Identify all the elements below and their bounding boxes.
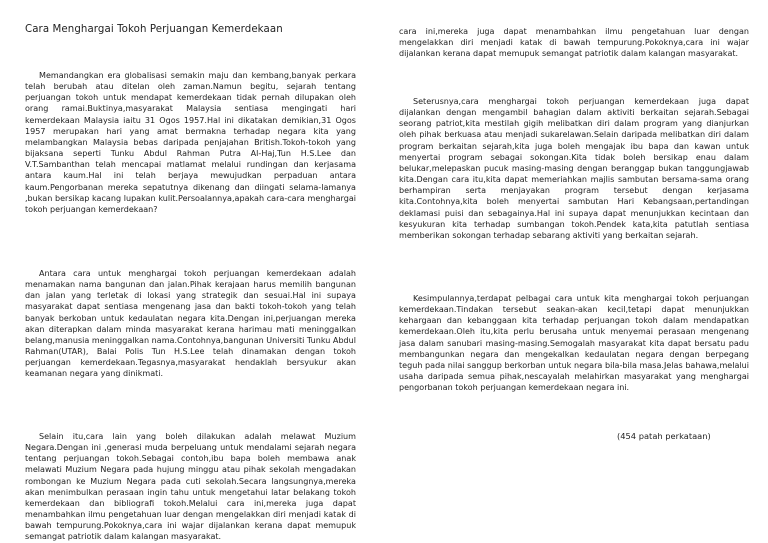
paragraph-building-names: Antara cara untuk menghargai tokoh perjuangan kemerdekaan adalah menamakan nama bangunan dan jalan.Pihak kerajaan harus memilih bangunan dan jalan yang terletak di lokasi yang strategik dan sesuai.Hal ini supaya masyarakat dapat sentiasa mengenang jasa dan bakti tokoh-tokoh yang telah banyak berkoban untuk kedaulatan negara kita.Dengan ini,perjuangan mereka akan diterapkan dalam minda masyarakat kerana harimau mati meninggalkan belang,manusia meninggalkan nama.Contohnya,bangunan Universiti Tunku Abdul Rahman(UTAR), Balai Polis Tun H.S.Lee telah dinamakan dengan tokoh perjuangan kemerdekaan.Tegasnya,masyarakat hendaklah bersyukur akan keamanan negara yang dinikmati.: [25, 269, 356, 379]
essay-title: Cara Menghargai Tokoh Perjuangan Kemerdekaan: [25, 24, 283, 35]
paragraph-museum-visit-continued: [399, 26, 749, 59]
paragraph-introduction: Memandangkan era globalisasi semakin maju dan kembang,banyak perkara telah berubah atau ditelan oleh zaman.Namun begitu, sejarah tentang perjuangan tokoh untuk mendapat kemerdekaan tidak pernah dilupakan oleh orang ramai.Buktinya,masyarakat Malaysia sentiasa mengingati hari kemerdekaan Malaysia iaitu 31 Ogos 1957.Hal ini dikatakan demikian,31 Ogos 1957 merupakan hari yang amat bermakna terhadap negara kita yang melambangkan Malaysia bebas daripada penjajahan British.Tokoh-tokoh yang bijaksana seperti Tunku Abdul Rahman Putra Al-Haj,Tun H.S.Lee dan V.T.Sambanthan telah mencapai matlamat melalui rundingan dan kerjasama antara kaum.Hal ini telah berjaya mewujudkan perpaduan antara kaum.Pengorbanan mereka sepatutnya dikenang dan diingati selama-lamanya ,bukan bersikap kacang lupakan kulit.Persoalannya,apakah cara-cara menghargai tokoh perjuangan kemerdekaan?: [25, 71, 356, 214]
paragraph-conclusion: Kesimpulannya,terdapat pelbagai cara untuk kita menghargai tokoh perjuangan kemerdekaan.Tindakan tersebut seakan-akan kecil,tetapi dapat menunjukkan kehargaan dan kebanggaan kita terhadap perjuangan tokoh dalam mendapatkan kemerdekaan.Oleh itu,kita perlu berusaha untuk menyemai perasaan mengenang jasa dalam sanubari masing-masing.Semogalah masyarakat kita dapat bersatu padu membangunkan negara dan mengekalkan kedaulatan negara dengan berpegang teguh pada nilai sanggup berkorban untuk negara bila-bila masa.Jelas bahawa,melalui usaha daripada semua pihak,nescayalah melahirkan masyarakat yang menghargai pengorbanan tokoh perjuangan kemerdekaan negara ini.: [399, 294, 749, 393]
word-count: (454 patah perkataan): [617, 431, 711, 441]
paragraph-history-activities: Seterusnya,cara menghargai tokoh perjuangan kemerdekaan juga dapat dijalankan dengan mengambil bahagian dalam aktiviti berkaitan sejarah.Sebagai seorang patriot,kita mestilah gigih melibatkan diri dalam program yang dianjurkan oleh pihak berkuasa atau menjadi sukarelawan.Selain daripada melibatkan diri dalam program berkaitan sejarah,kita juga boleh mengajak ibu bapa dan kawan untuk menyertai program sebagai sokongan.Kita tidak boleh bersikap enau dalam belukar,melepaskan pucuk masing-masing dengan beranggap bukan tanggungjawab kita.Dengan cara itu,kita dapat memeriahkan majlis sambutan bersama-sama orang berhampiran serta menjayakan program tersebut dengan kerjasama kita.Contohnya,kita boleh menyertai sambutan Hari Kebangsaan,pertandingan deklamasi puisi dan sebagainya.Hal ini supaya dapat menunjukkan kecintaan dan kesyukuran kita terhadap sumbangan tokoh.Pendek kata,kita patutlah sentiasa memberikan sokongan terhadap sebarang aktiviti yang berkaitan sejarah.: [399, 97, 749, 240]
paragraph-museum-visit: Selain itu,cara lain yang boleh dilakukan adalah melawat Muzium Negara.Dengan ini ,generasi muda berpeluang untuk mendalami sejarah negara tentang perjuangan tokoh.Sebagai contoh,ibu bapa boleh membawa anak melawati Muzium Negara pada hujung minggu atau pihak sekolah mengadakan rombongan ke Muzium Negara pada cuti sekolah.Secara langsungnya,mereka akan menimbulkan perasaan ingin tahu untuk mengetahui latar belakang tokoh kemerdekaan dan bibliografi tokoh.Melalui cara ini,mereka juga dapat menambahkan ilmu pengetahuan luar dengan mengelakkan diri menjadi katak di bawah tempurung.Pokoknya,cara ini wajar dijalankan kerana dapat memupuk semangat patriotik dalam kalangan masyarakat.: [25, 432, 356, 542]
paragraph-museum-visit-tail: cara ini,mereka juga dapat menambahkan ilmu pengetahuan luar dengan mengelakkan diri menjadi katak di bawah tempurung.Pokoknya,cara ini wajar dijalankan kerana dapat memupuk semangat patriotik dalam kalangan masyarakat.: [399, 27, 749, 59]
